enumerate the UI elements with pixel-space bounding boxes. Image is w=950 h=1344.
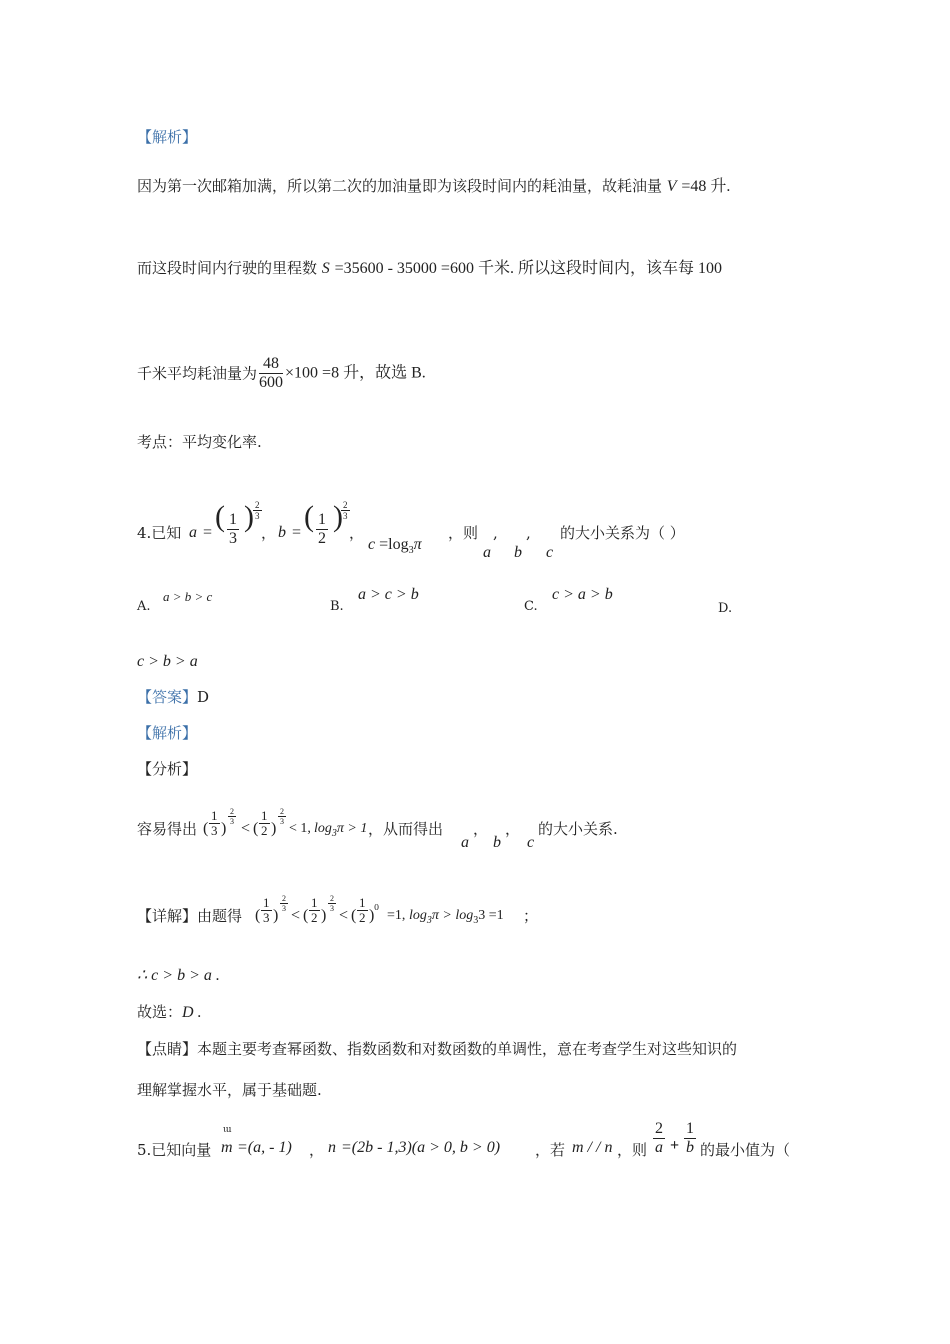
p2-var-s: S xyxy=(321,260,330,277)
jiexi-heading-2: 【解析】 xyxy=(137,724,198,742)
dianjing-line-1: 【点睛】本题主要考查幂函数、指数函数和对数函数的单调性，意在考查学生对这些知识的 xyxy=(137,1040,738,1058)
q4-exp-2: $\frac{2}{3}$ xyxy=(343,500,348,521)
answer-line: 【答案】D xyxy=(137,688,210,706)
option-d-text: c > b > a xyxy=(137,653,198,670)
therefore-line: ∴ c > b > a . xyxy=(137,967,220,984)
paragraph-1 xyxy=(137,176,730,197)
kaodian: 考点：平均变化率. xyxy=(137,433,262,451)
q4-exp-1: $\frac{2}{3}$ xyxy=(255,500,260,521)
p2-text: 而这段时间内行驶的里程数 xyxy=(137,259,318,277)
p1-var-v: V xyxy=(666,178,677,195)
jiexi-heading-1: 【解析】 xyxy=(137,128,198,146)
option-b[interactable]: B. a > c > b xyxy=(330,586,419,614)
option-d[interactable]: D. xyxy=(718,601,733,616)
dianjing-line-2: 理解掌握水平，属于基础题. xyxy=(137,1081,322,1099)
p3-fraction: $\frac{48}{600}$ xyxy=(259,355,284,391)
p1-text: 因为第一次邮箱加满，所以第二次的加油量即为该段时间内的耗油量，故耗油量 xyxy=(137,177,663,195)
fenxi-heading: 【分析】 xyxy=(137,760,198,778)
option-c[interactable]: C. c > a > b xyxy=(524,586,613,614)
guxuan-line: 故选：D . xyxy=(137,1003,202,1021)
option-a[interactable]: A. a > b > c xyxy=(137,589,213,614)
paragraph-2 xyxy=(137,258,722,279)
p3-text: 千米平均耗油量为 xyxy=(137,364,258,383)
q4-frac-one-half: $\frac{1}{2}$ xyxy=(318,511,326,547)
q4-frac-one-third: $\frac{1}{3}$ xyxy=(229,511,237,547)
p2-value: =35600 - 35000 =600 千米. 所以这段时间内，该车每 100 xyxy=(334,260,722,277)
paragraph-3 xyxy=(137,355,426,392)
p1-value: =48 升. xyxy=(681,178,731,195)
p3-result: ×100 =8 升，故选 B. xyxy=(285,364,426,382)
